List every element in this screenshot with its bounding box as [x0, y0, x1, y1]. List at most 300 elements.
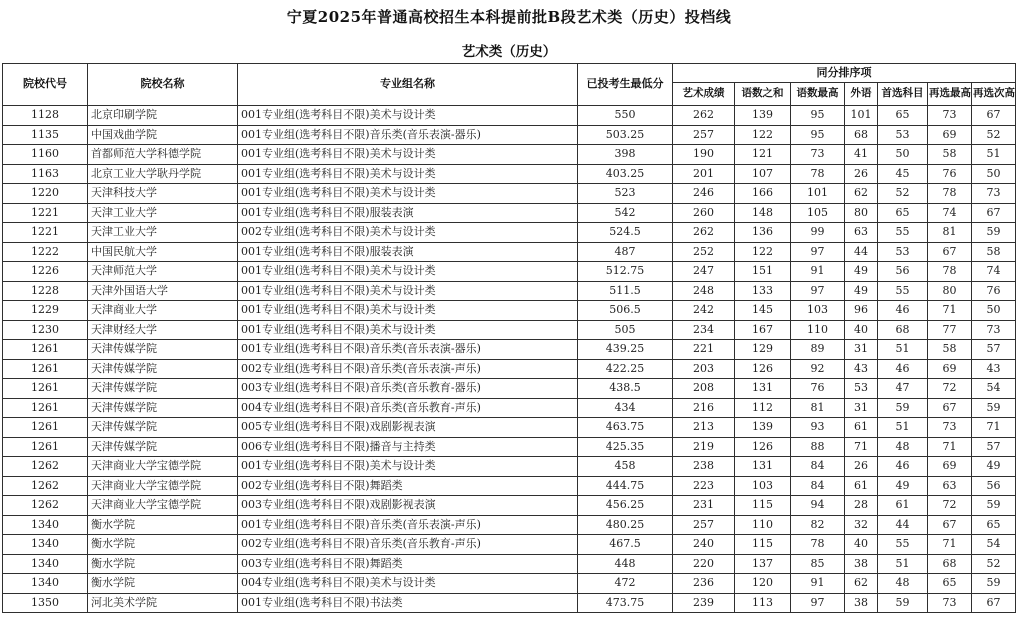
cell-foreign-language: 38	[845, 593, 878, 613]
cell-school-code: 1135	[3, 125, 88, 145]
cell-major-group: 002专业组(选考科目不限)美术与设计类	[238, 223, 578, 243]
cell-chinese-math-sum: 112	[735, 398, 791, 418]
cell-chinese-math-sum: 139	[735, 106, 791, 126]
cell-foreign-language: 31	[845, 340, 878, 360]
cell-foreign-language: 43	[845, 359, 878, 379]
cell-art-score: 231	[673, 496, 735, 516]
cell-foreign-language: 68	[845, 125, 878, 145]
cell-school-code: 1230	[3, 320, 88, 340]
cell-major-group: 003专业组(选考科目不限)舞蹈类	[238, 554, 578, 574]
header-art-score: 艺术成绩	[673, 83, 735, 106]
cell-min-score: 473.75	[578, 593, 673, 613]
table-row	[3, 301, 1016, 321]
cell-reselect-max: 67	[928, 242, 972, 262]
cell-first-subject: 51	[878, 554, 928, 574]
cell-school-code: 1350	[3, 593, 88, 613]
table-row	[3, 164, 1016, 184]
cell-major-group: 001专业组(选考科目不限)美术与设计类	[238, 164, 578, 184]
cell-foreign-language: 41	[845, 145, 878, 165]
cell-school-name: 天津商业大学	[88, 301, 238, 321]
cell-reselect-max: 67	[928, 515, 972, 535]
cell-reselect-second: 56	[972, 476, 1016, 496]
cell-school-name: 中国戏曲学院	[88, 125, 238, 145]
cell-reselect-second: 59	[972, 574, 1016, 594]
cell-school-code: 1340	[3, 535, 88, 555]
cell-school-code: 1228	[3, 281, 88, 301]
cell-foreign-language: 101	[845, 106, 878, 126]
cell-reselect-second: 59	[972, 223, 1016, 243]
cell-major-group: 003专业组(选考科目不限)戏剧影视表演	[238, 496, 578, 516]
cell-min-score: 472	[578, 574, 673, 594]
cell-art-score: 216	[673, 398, 735, 418]
cell-school-name: 天津商业大学宝德学院	[88, 496, 238, 516]
cell-reselect-max: 78	[928, 184, 972, 204]
cell-school-name: 天津传媒学院	[88, 340, 238, 360]
cell-school-name: 天津传媒学院	[88, 418, 238, 438]
cell-chinese-math-sum: 115	[735, 535, 791, 555]
header-tiebreak-group: 同分排序项	[673, 64, 1016, 83]
page-title: 宁夏2025年普通高校招生本科提前批B段艺术类（历史）投档线	[286, 8, 732, 26]
cell-reselect-max: 81	[928, 223, 972, 243]
cell-chinese-math-max: 94	[791, 496, 845, 516]
cell-chinese-math-max: 101	[791, 184, 845, 204]
cell-foreign-language: 61	[845, 476, 878, 496]
cell-school-name: 北京印刷学院	[88, 106, 238, 126]
table-row	[3, 223, 1016, 243]
header-school-name: 院校名称	[88, 64, 238, 106]
table-row	[3, 320, 1016, 340]
cell-first-subject: 45	[878, 164, 928, 184]
table-row	[3, 554, 1016, 574]
cell-chinese-math-max: 95	[791, 106, 845, 126]
cell-school-name: 中国民航大学	[88, 242, 238, 262]
cell-reselect-max: 74	[928, 203, 972, 223]
cell-major-group: 001专业组(选考科目不限)音乐类(音乐表演-器乐)	[238, 125, 578, 145]
header-major-group: 专业组名称	[238, 64, 578, 106]
cell-chinese-math-max: 97	[791, 281, 845, 301]
cell-chinese-math-max: 110	[791, 320, 845, 340]
cell-art-score: 238	[673, 457, 735, 477]
cell-art-score: 252	[673, 242, 735, 262]
cell-foreign-language: 38	[845, 554, 878, 574]
cell-min-score: 550	[578, 106, 673, 126]
cell-art-score: 239	[673, 593, 735, 613]
cell-school-code: 1262	[3, 476, 88, 496]
cell-min-score: 438.5	[578, 379, 673, 399]
cell-reselect-max: 69	[928, 359, 972, 379]
cell-major-group: 001专业组(选考科目不限)美术与设计类	[238, 184, 578, 204]
cell-foreign-language: 63	[845, 223, 878, 243]
cell-school-name: 河北美术学院	[88, 593, 238, 613]
cell-reselect-max: 58	[928, 145, 972, 165]
cell-reselect-second: 76	[972, 281, 1016, 301]
header-school-code: 院校代号	[3, 64, 88, 106]
cell-art-score: 223	[673, 476, 735, 496]
cell-chinese-math-max: 92	[791, 359, 845, 379]
table-row	[3, 496, 1016, 516]
cell-major-group: 001专业组(选考科目不限)服装表演	[238, 203, 578, 223]
cell-first-subject: 55	[878, 281, 928, 301]
cell-reselect-second: 50	[972, 301, 1016, 321]
header-row-top	[3, 64, 1016, 83]
cell-min-score: 505	[578, 320, 673, 340]
cell-reselect-max: 69	[928, 457, 972, 477]
cell-school-name: 衡水学院	[88, 554, 238, 574]
cell-foreign-language: 62	[845, 184, 878, 204]
cell-school-code: 1261	[3, 437, 88, 457]
cell-reselect-second: 71	[972, 418, 1016, 438]
cell-chinese-math-max: 99	[791, 223, 845, 243]
table-row	[3, 398, 1016, 418]
cell-school-code: 1221	[3, 223, 88, 243]
cell-reselect-max: 71	[928, 301, 972, 321]
cell-min-score: 403.25	[578, 164, 673, 184]
cell-chinese-math-sum: 103	[735, 476, 791, 496]
cell-chinese-math-sum: 113	[735, 593, 791, 613]
cell-art-score: 260	[673, 203, 735, 223]
table-row	[3, 418, 1016, 438]
cell-min-score: 463.75	[578, 418, 673, 438]
cell-min-score: 456.25	[578, 496, 673, 516]
cell-chinese-math-max: 78	[791, 535, 845, 555]
table-row	[3, 593, 1016, 613]
cell-art-score: 248	[673, 281, 735, 301]
cell-reselect-max: 73	[928, 593, 972, 613]
table-row	[3, 106, 1016, 126]
cell-chinese-math-max: 73	[791, 145, 845, 165]
table-row	[3, 379, 1016, 399]
cell-first-subject: 50	[878, 145, 928, 165]
cell-school-code: 1262	[3, 457, 88, 477]
table-row	[3, 203, 1016, 223]
cell-foreign-language: 26	[845, 164, 878, 184]
cell-art-score: 203	[673, 359, 735, 379]
cell-first-subject: 55	[878, 535, 928, 555]
cell-reselect-second: 54	[972, 379, 1016, 399]
cell-chinese-math-max: 91	[791, 574, 845, 594]
table-body	[3, 106, 1016, 613]
cell-min-score: 439.25	[578, 340, 673, 360]
cell-art-score: 246	[673, 184, 735, 204]
cell-first-subject: 51	[878, 418, 928, 438]
cell-chinese-math-sum: 166	[735, 184, 791, 204]
cell-school-code: 1221	[3, 203, 88, 223]
score-table	[2, 63, 1016, 613]
cell-major-group: 001专业组(选考科目不限)美术与设计类	[238, 262, 578, 282]
table-row	[3, 184, 1016, 204]
cell-art-score: 242	[673, 301, 735, 321]
cell-school-code: 1128	[3, 106, 88, 126]
cell-first-subject: 51	[878, 340, 928, 360]
cell-reselect-max: 76	[928, 164, 972, 184]
cell-art-score: 236	[673, 574, 735, 594]
table-row	[3, 340, 1016, 360]
cell-school-name: 天津传媒学院	[88, 359, 238, 379]
cell-foreign-language: 71	[845, 437, 878, 457]
cell-major-group: 002专业组(选考科目不限)音乐类(音乐表演-声乐)	[238, 359, 578, 379]
table-row	[3, 535, 1016, 555]
cell-reselect-max: 69	[928, 125, 972, 145]
cell-school-code: 1160	[3, 145, 88, 165]
cell-foreign-language: 62	[845, 574, 878, 594]
cell-school-code: 1261	[3, 379, 88, 399]
cell-reselect-max: 71	[928, 535, 972, 555]
cell-major-group: 001专业组(选考科目不限)书法类	[238, 593, 578, 613]
cell-major-group: 001专业组(选考科目不限)服装表演	[238, 242, 578, 262]
cell-min-score: 458	[578, 457, 673, 477]
cell-reselect-max: 72	[928, 496, 972, 516]
cell-school-code: 1226	[3, 262, 88, 282]
cell-first-subject: 65	[878, 203, 928, 223]
cell-foreign-language: 26	[845, 457, 878, 477]
cell-school-code: 1261	[3, 418, 88, 438]
cell-major-group: 004专业组(选考科目不限)音乐类(音乐教育-声乐)	[238, 398, 578, 418]
cell-school-code: 1261	[3, 359, 88, 379]
cell-foreign-language: 40	[845, 535, 878, 555]
cell-reselect-max: 65	[928, 574, 972, 594]
cell-school-code: 1229	[3, 301, 88, 321]
cell-reselect-second: 54	[972, 535, 1016, 555]
cell-foreign-language: 80	[845, 203, 878, 223]
cell-major-group: 003专业组(选考科目不限)音乐类(音乐教育-器乐)	[238, 379, 578, 399]
cell-chinese-math-max: 105	[791, 203, 845, 223]
cell-reselect-second: 57	[972, 340, 1016, 360]
cell-major-group: 001专业组(选考科目不限)美术与设计类	[238, 281, 578, 301]
cell-school-name: 天津师范大学	[88, 262, 238, 282]
cell-foreign-language: 61	[845, 418, 878, 438]
cell-art-score: 257	[673, 125, 735, 145]
cell-school-name: 天津商业大学宝德学院	[88, 457, 238, 477]
cell-chinese-math-sum: 129	[735, 340, 791, 360]
cell-reselect-max: 58	[928, 340, 972, 360]
cell-min-score: 434	[578, 398, 673, 418]
cell-reselect-max: 67	[928, 398, 972, 418]
cell-reselect-second: 50	[972, 164, 1016, 184]
header-min-score: 已投考生最低分	[578, 64, 673, 106]
cell-chinese-math-max: 76	[791, 379, 845, 399]
cell-reselect-max: 73	[928, 106, 972, 126]
cell-first-subject: 61	[878, 496, 928, 516]
cell-reselect-second: 49	[972, 457, 1016, 477]
cell-min-score: 448	[578, 554, 673, 574]
cell-art-score: 257	[673, 515, 735, 535]
cell-min-score: 542	[578, 203, 673, 223]
cell-art-score: 219	[673, 437, 735, 457]
cell-school-name: 衡水学院	[88, 574, 238, 594]
cell-art-score: 221	[673, 340, 735, 360]
cell-major-group: 001专业组(选考科目不限)音乐类(音乐表演-声乐)	[238, 515, 578, 535]
cell-min-score: 422.25	[578, 359, 673, 379]
cell-first-subject: 52	[878, 184, 928, 204]
cell-reselect-second: 73	[972, 184, 1016, 204]
cell-art-score: 240	[673, 535, 735, 555]
table-row	[3, 476, 1016, 496]
cell-first-subject: 47	[878, 379, 928, 399]
cell-min-score: 467.5	[578, 535, 673, 555]
table-header	[3, 64, 1016, 106]
cell-first-subject: 48	[878, 437, 928, 457]
cell-school-name: 天津工业大学	[88, 223, 238, 243]
header-reselect-max: 再选最高	[928, 83, 972, 106]
cell-reselect-max: 71	[928, 437, 972, 457]
cell-art-score: 190	[673, 145, 735, 165]
cell-chinese-math-sum: 151	[735, 262, 791, 282]
cell-foreign-language: 53	[845, 379, 878, 399]
cell-reselect-second: 52	[972, 125, 1016, 145]
cell-reselect-second: 52	[972, 554, 1016, 574]
cell-reselect-second: 59	[972, 398, 1016, 418]
cell-first-subject: 53	[878, 242, 928, 262]
cell-chinese-math-sum: 126	[735, 437, 791, 457]
cell-major-group: 001专业组(选考科目不限)美术与设计类	[238, 457, 578, 477]
cell-first-subject: 53	[878, 125, 928, 145]
cell-first-subject: 46	[878, 301, 928, 321]
cell-first-subject: 48	[878, 574, 928, 594]
cell-chinese-math-sum: 122	[735, 125, 791, 145]
table-row	[3, 437, 1016, 457]
table-row	[3, 457, 1016, 477]
cell-school-code: 1261	[3, 398, 88, 418]
cell-chinese-math-sum: 131	[735, 457, 791, 477]
table-row	[3, 145, 1016, 165]
cell-min-score: 487	[578, 242, 673, 262]
cell-chinese-math-max: 85	[791, 554, 845, 574]
cell-first-subject: 56	[878, 262, 928, 282]
cell-foreign-language: 40	[845, 320, 878, 340]
cell-first-subject: 65	[878, 106, 928, 126]
cell-chinese-math-max: 89	[791, 340, 845, 360]
cell-chinese-math-sum: 136	[735, 223, 791, 243]
table-row	[3, 242, 1016, 262]
cell-chinese-math-max: 103	[791, 301, 845, 321]
cell-foreign-language: 28	[845, 496, 878, 516]
cell-reselect-second: 57	[972, 437, 1016, 457]
cell-school-code: 1261	[3, 340, 88, 360]
cell-reselect-max: 63	[928, 476, 972, 496]
cell-chinese-math-sum: 110	[735, 515, 791, 535]
cell-reselect-second: 74	[972, 262, 1016, 282]
cell-school-name: 天津财经大学	[88, 320, 238, 340]
cell-chinese-math-max: 97	[791, 242, 845, 262]
cell-chinese-math-sum: 148	[735, 203, 791, 223]
cell-foreign-language: 49	[845, 262, 878, 282]
cell-school-code: 1262	[3, 496, 88, 516]
cell-school-name: 天津工业大学	[88, 203, 238, 223]
cell-major-group: 001专业组(选考科目不限)美术与设计类	[238, 301, 578, 321]
cell-art-score: 262	[673, 223, 735, 243]
cell-school-code: 1340	[3, 574, 88, 594]
cell-min-score: 524.5	[578, 223, 673, 243]
cell-min-score: 511.5	[578, 281, 673, 301]
header-foreign-language: 外语	[845, 83, 878, 106]
cell-chinese-math-max: 88	[791, 437, 845, 457]
cell-school-code: 1340	[3, 515, 88, 535]
cell-chinese-math-max: 82	[791, 515, 845, 535]
cell-reselect-max: 68	[928, 554, 972, 574]
cell-chinese-math-max: 84	[791, 457, 845, 477]
cell-major-group: 002专业组(选考科目不限)舞蹈类	[238, 476, 578, 496]
cell-min-score: 398	[578, 145, 673, 165]
cell-chinese-math-max: 97	[791, 593, 845, 613]
cell-reselect-second: 67	[972, 106, 1016, 126]
cell-school-name: 衡水学院	[88, 535, 238, 555]
cell-art-score: 234	[673, 320, 735, 340]
cell-major-group: 004专业组(选考科目不限)美术与设计类	[238, 574, 578, 594]
cell-chinese-math-max: 93	[791, 418, 845, 438]
cell-min-score: 503.25	[578, 125, 673, 145]
cell-reselect-second: 65	[972, 515, 1016, 535]
cell-first-subject: 49	[878, 476, 928, 496]
cell-chinese-math-max: 91	[791, 262, 845, 282]
cell-school-code: 1340	[3, 554, 88, 574]
cell-chinese-math-sum: 107	[735, 164, 791, 184]
cell-art-score: 262	[673, 106, 735, 126]
cell-major-group: 005专业组(选考科目不限)戏剧影视表演	[238, 418, 578, 438]
cell-min-score: 512.75	[578, 262, 673, 282]
cell-first-subject: 46	[878, 457, 928, 477]
cell-major-group: 001专业组(选考科目不限)音乐类(音乐表演-器乐)	[238, 340, 578, 360]
cell-art-score: 247	[673, 262, 735, 282]
cell-major-group: 002专业组(选考科目不限)音乐类(音乐教育-声乐)	[238, 535, 578, 555]
cell-chinese-math-sum: 167	[735, 320, 791, 340]
cell-major-group: 006专业组(选考科目不限)播音与主持类	[238, 437, 578, 457]
header-chinese-math-sum: 语数之和	[735, 83, 791, 106]
cell-school-name: 衡水学院	[88, 515, 238, 535]
cell-art-score: 220	[673, 554, 735, 574]
cell-reselect-second: 67	[972, 203, 1016, 223]
cell-chinese-math-sum: 120	[735, 574, 791, 594]
cell-chinese-math-sum: 133	[735, 281, 791, 301]
cell-chinese-math-sum: 122	[735, 242, 791, 262]
header-first-subject: 首选科目	[878, 83, 928, 106]
cell-foreign-language: 96	[845, 301, 878, 321]
cell-reselect-max: 73	[928, 418, 972, 438]
cell-school-code: 1220	[3, 184, 88, 204]
cell-reselect-max: 80	[928, 281, 972, 301]
page-subtitle: 艺术类（历史）	[461, 44, 557, 60]
table-row	[3, 574, 1016, 594]
cell-foreign-language: 44	[845, 242, 878, 262]
cell-major-group: 001专业组(选考科目不限)美术与设计类	[238, 320, 578, 340]
table-row	[3, 515, 1016, 535]
cell-reselect-second: 58	[972, 242, 1016, 262]
cell-min-score: 444.75	[578, 476, 673, 496]
cell-min-score: 425.35	[578, 437, 673, 457]
cell-reselect-second: 67	[972, 593, 1016, 613]
cell-min-score: 506.5	[578, 301, 673, 321]
cell-chinese-math-sum: 139	[735, 418, 791, 438]
cell-reselect-max: 72	[928, 379, 972, 399]
cell-school-name: 天津传媒学院	[88, 379, 238, 399]
cell-major-group: 001专业组(选考科目不限)美术与设计类	[238, 106, 578, 126]
cell-art-score: 208	[673, 379, 735, 399]
table-row	[3, 359, 1016, 379]
cell-school-name: 天津商业大学宝德学院	[88, 476, 238, 496]
cell-chinese-math-sum: 121	[735, 145, 791, 165]
cell-first-subject: 44	[878, 515, 928, 535]
cell-chinese-math-sum: 131	[735, 379, 791, 399]
cell-first-subject: 55	[878, 223, 928, 243]
cell-reselect-second: 59	[972, 496, 1016, 516]
header-chinese-math-max: 语数最高	[791, 83, 845, 106]
table-row	[3, 262, 1016, 282]
cell-school-code: 1222	[3, 242, 88, 262]
cell-first-subject: 46	[878, 359, 928, 379]
cell-major-group: 001专业组(选考科目不限)美术与设计类	[238, 145, 578, 165]
header-reselect-second: 再选次高	[972, 83, 1016, 106]
cell-school-name: 天津传媒学院	[88, 398, 238, 418]
cell-first-subject: 68	[878, 320, 928, 340]
